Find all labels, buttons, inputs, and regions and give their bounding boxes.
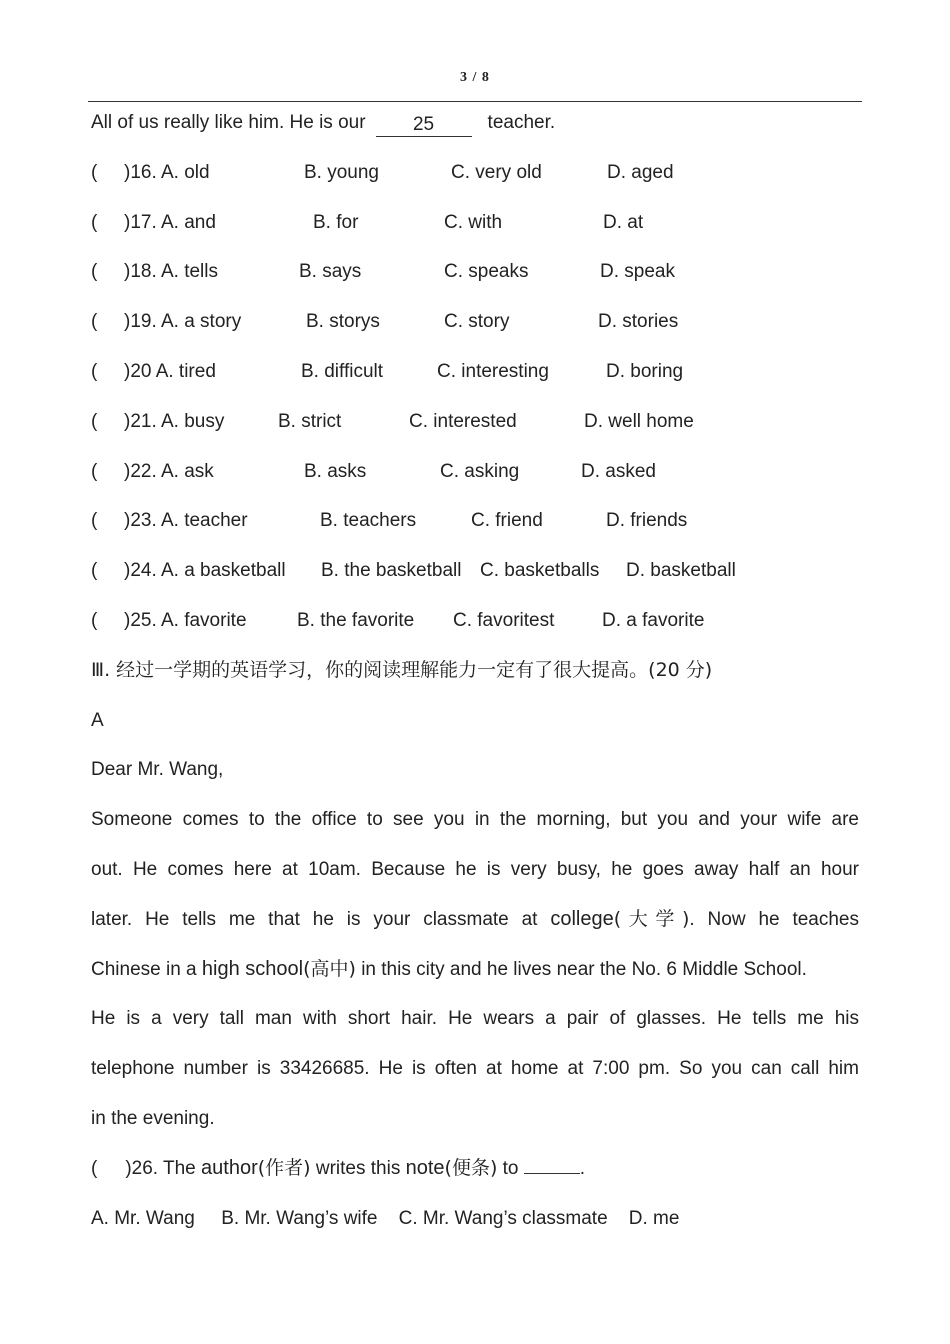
- option-c: C. interested: [409, 410, 517, 432]
- passage-line-2: out. He comes here at 10am. Because he is very busy, he goes away half an hour: [91, 858, 859, 880]
- answer-paren: (: [91, 410, 98, 432]
- option-c: C. very old: [451, 161, 542, 183]
- option-d: D. basketball: [626, 560, 736, 582]
- vocab-word-high-school: high school: [201, 957, 304, 980]
- question-18: [91, 247, 859, 297]
- gloss-note: (便条): [444, 1156, 498, 1179]
- option-a: )22. A. ask: [124, 460, 214, 482]
- option-c: C. story: [444, 311, 510, 333]
- option-c: C. interesting: [437, 360, 549, 382]
- q26-mid: writes this: [310, 1157, 401, 1179]
- question-16: [91, 148, 859, 198]
- passage-label: A: [91, 709, 104, 731]
- option-c: C. basketballs: [480, 560, 600, 582]
- option-c: C. friend: [471, 510, 543, 532]
- vocab-word-author: author: [201, 1156, 258, 1179]
- option-b: B. for: [313, 211, 359, 233]
- option-c: C. with: [444, 211, 503, 233]
- vocab-word-college: college: [550, 907, 614, 930]
- option-a: )18. A. tells: [124, 261, 218, 283]
- option-d: D. friends: [606, 510, 688, 532]
- gloss-high-school: (高中): [303, 957, 356, 980]
- answer-blank: [524, 1159, 580, 1174]
- option-b: B. asks: [304, 460, 367, 482]
- intro-after: teacher.: [487, 112, 556, 133]
- option-d: D. asked: [581, 460, 656, 482]
- option-c: C. speaks: [444, 261, 529, 283]
- passage-line-6: telephone number is 33426685. He is often at home at 7:00 pm. So you can call him: [91, 1058, 859, 1080]
- q26-tail: to: [497, 1157, 519, 1179]
- passage-text: . Now he teaches: [689, 908, 859, 930]
- option-b: B. teachers: [320, 510, 417, 532]
- letter-salutation: Dear Mr. Wang,: [91, 759, 224, 781]
- passage-text: in this city and he lives near the No. 6 Middle School.: [355, 958, 807, 980]
- question-21: [91, 397, 859, 447]
- answer-paren: (: [91, 609, 98, 631]
- option-b: B. strict: [278, 410, 342, 432]
- page-number: 3 / 8: [460, 70, 490, 85]
- question-17: [91, 198, 859, 248]
- blank-25: 25: [376, 114, 472, 137]
- option-a: )24. A. a basketball: [124, 560, 286, 582]
- gloss-college: (大学): [613, 907, 690, 930]
- answer-paren: (: [91, 460, 98, 482]
- gloss-author: (作者): [257, 1156, 311, 1179]
- option-d: D. a favorite: [602, 609, 705, 631]
- option-d: D. well home: [584, 410, 694, 432]
- q26-lead: )26. The: [125, 1157, 196, 1179]
- option-b: B. difficult: [301, 360, 384, 382]
- answer-paren: (: [91, 360, 98, 382]
- passage-text: Chinese in a: [91, 958, 197, 980]
- option-d: D. aged: [607, 161, 674, 183]
- question-22: [91, 447, 859, 497]
- intro-line: [91, 98, 859, 148]
- answer-paren: (: [91, 1157, 98, 1179]
- vocab-word-note: note: [405, 1156, 445, 1179]
- passage-line-7: in the evening.: [91, 1107, 215, 1129]
- question-25: [91, 596, 859, 646]
- option-a: )21. A. busy: [124, 410, 225, 432]
- option-a: )25. A. favorite: [124, 609, 247, 631]
- section-3-title: Ⅲ. 经过一学期的英语学习，你的阅读理解能力一定有了很大提高。(20 分): [91, 658, 713, 681]
- option-c: C. favoritest: [453, 609, 555, 631]
- option-a: )23. A. teacher: [124, 510, 248, 532]
- option-b: B. the basketball: [321, 560, 462, 582]
- option-b: B. the favorite: [297, 609, 415, 631]
- option-a: )16. A. old: [124, 161, 210, 183]
- answer-paren: (: [91, 510, 98, 532]
- passage-text: later. He tells me that he is your classmate at: [91, 908, 538, 930]
- passage-line-5: He is a very tall man with short hair. He wears a pair of glasses. He tells me his: [91, 1008, 859, 1030]
- option-b: B. storys: [306, 311, 380, 333]
- q26-options: A. Mr. Wang B. Mr. Wang’s wife C. Mr. Wang’s classmate D. me: [91, 1207, 680, 1229]
- passage-line-4: [91, 945, 859, 995]
- question-20: [91, 347, 859, 397]
- question-24: [91, 546, 859, 596]
- option-c: C. asking: [440, 460, 520, 482]
- passage-line-3: [91, 895, 859, 945]
- answer-paren: (: [91, 161, 98, 183]
- option-d: D. stories: [598, 311, 679, 333]
- option-a: )17. A. and: [124, 211, 216, 233]
- option-d: D. boring: [606, 360, 684, 382]
- answer-paren: (: [91, 560, 98, 582]
- document-body: [91, 98, 859, 1243]
- option-a: )20 A. tired: [124, 360, 216, 382]
- option-a: )19. A. a story: [124, 311, 242, 333]
- question-23: [91, 496, 859, 546]
- answer-paren: (: [91, 311, 98, 333]
- option-b: B. says: [299, 261, 362, 283]
- answer-paren: (: [91, 211, 98, 233]
- question-26: [91, 1144, 859, 1194]
- passage-line-1: Someone comes to the office to see you in the morning, but you and your wife are: [91, 809, 859, 831]
- intro-before: All of us really like him. He is our: [91, 112, 366, 133]
- answer-paren: (: [91, 261, 98, 283]
- q26-end: .: [579, 1157, 586, 1179]
- option-d: D. speak: [600, 261, 675, 283]
- option-b: B. young: [304, 161, 379, 183]
- question-19: [91, 297, 859, 347]
- option-d: D. at: [603, 211, 644, 233]
